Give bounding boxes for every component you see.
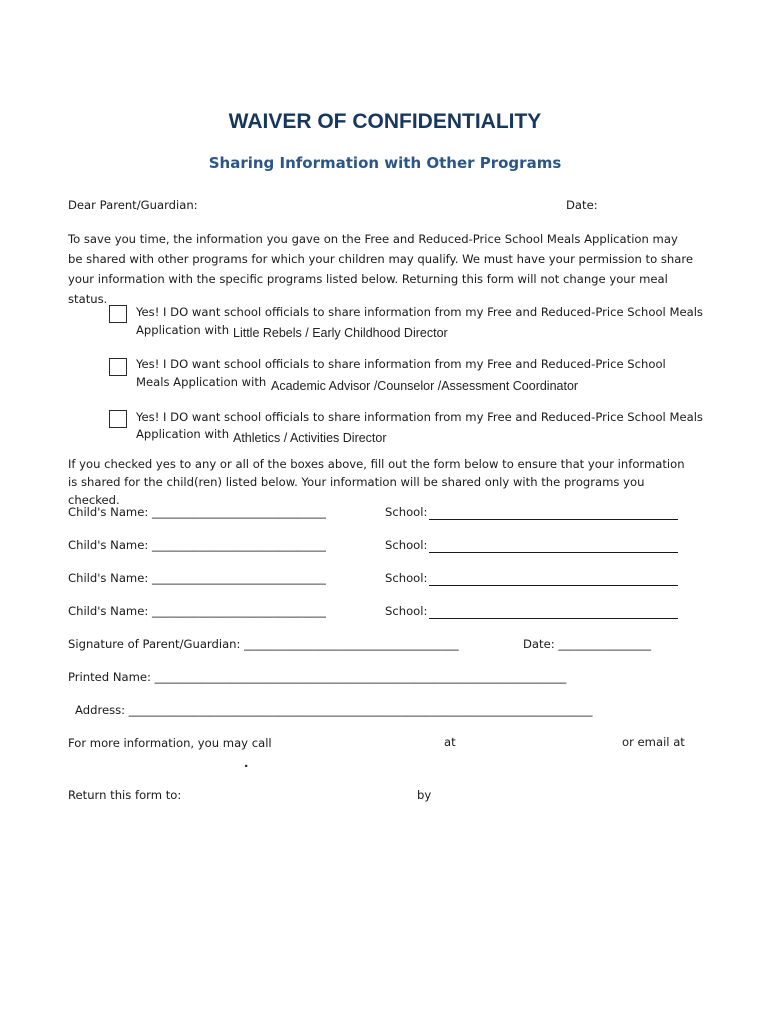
school-label-4: School: bbox=[385, 604, 428, 618]
option-2-program: Academic Advisor /Counselor /Assessment Coordinator bbox=[271, 379, 579, 393]
option-1-program: Little Rebels / Early Childhood Director bbox=[233, 326, 448, 340]
signature-date-field[interactable] bbox=[523, 637, 651, 651]
intro-paragraph: To save you time, the information you gave on the Free and Reduced-Price School Meals Application may be shared with other programs for which your children may qualify. We must have your permission to share your information with the specific programs listed below. Returning this form will not change your meal status. bbox=[68, 232, 693, 306]
signature-label: Signature of Parent/Guardian: bbox=[68, 637, 241, 651]
more-info-text: For more information, you may call bbox=[68, 736, 272, 750]
address-blank: ________________________________________________________________________________ bbox=[128, 703, 593, 717]
option-3-text: Yes! I DO want school officials to share information from my Free and Reduced-Price School Meals bbox=[136, 410, 703, 424]
school-label-1: School: bbox=[385, 505, 428, 519]
option-1-checkbox[interactable] bbox=[109, 305, 127, 323]
child-name-label: Child's Name: bbox=[68, 571, 149, 585]
option-2-text: Yes! I DO want school officials to share information from my Free and Reduced-Price School bbox=[136, 357, 666, 371]
option-1-text: Yes! I DO want school officials to share information from my Free and Reduced-Price School Meals bbox=[136, 305, 703, 319]
child-name-field-2[interactable] bbox=[68, 538, 326, 552]
child-name-blank: ______________________________ bbox=[151, 538, 326, 552]
or-email-text: or email at bbox=[622, 735, 685, 749]
option-2-checkbox[interactable] bbox=[109, 358, 127, 376]
option-3-program: Athletics / Activities Director bbox=[233, 431, 387, 445]
child-name-label: Child's Name: bbox=[68, 538, 149, 552]
date-label: Date: bbox=[566, 198, 598, 212]
option-3-checkbox[interactable] bbox=[109, 410, 127, 428]
address-field[interactable] bbox=[75, 703, 593, 717]
form-subtitle: Sharing Information with Other Programs bbox=[208, 154, 562, 172]
child-name-blank: ______________________________ bbox=[151, 505, 326, 519]
school-line-1[interactable] bbox=[429, 519, 678, 520]
return-label: Return this form to: bbox=[68, 788, 182, 802]
child-name-label: Child's Name: bbox=[68, 505, 149, 519]
signature-date-blank: ________________ bbox=[558, 637, 652, 651]
school-line-2[interactable] bbox=[429, 552, 678, 553]
printed-name-blank: _______________________________________________________________________ bbox=[154, 670, 567, 684]
school-line-3[interactable] bbox=[429, 585, 678, 586]
address-label: Address: bbox=[75, 703, 126, 717]
signature-field[interactable] bbox=[68, 637, 459, 651]
school-label-2: School: bbox=[385, 538, 428, 552]
at-text: at bbox=[444, 735, 456, 749]
child-name-field-1[interactable] bbox=[68, 505, 326, 519]
signature-blank: _____________________________________ bbox=[244, 637, 459, 651]
child-name-blank: ______________________________ bbox=[151, 571, 326, 585]
child-name-label: Child's Name: bbox=[68, 604, 149, 618]
child-name-field-4[interactable] bbox=[68, 604, 326, 618]
option-3-text-cont: Application with bbox=[136, 427, 230, 441]
child-name-field-3[interactable] bbox=[68, 571, 326, 585]
school-label-3: School: bbox=[385, 571, 428, 585]
greeting: Dear Parent/Guardian: bbox=[68, 198, 198, 212]
child-name-blank: ______________________________ bbox=[151, 604, 326, 618]
period-mark: . bbox=[244, 756, 249, 770]
option-2-text-cont: Meals Application with bbox=[136, 375, 267, 389]
followup-paragraph: If you checked yes to any or all of the boxes above, fill out the form below to ensure that your information is shared for the child(ren) listed below. Your information will be shared only with the programs you checked. bbox=[68, 457, 685, 507]
option-1-text-cont: Application with bbox=[136, 323, 230, 337]
school-line-4[interactable] bbox=[429, 618, 678, 619]
printed-name-field[interactable] bbox=[68, 670, 566, 684]
signature-date-label: Date: bbox=[523, 637, 555, 651]
by-text: by bbox=[417, 788, 432, 802]
printed-name-label: Printed Name: bbox=[68, 670, 151, 684]
form-title: WAIVER OF CONFIDENTIALITY bbox=[228, 110, 542, 133]
